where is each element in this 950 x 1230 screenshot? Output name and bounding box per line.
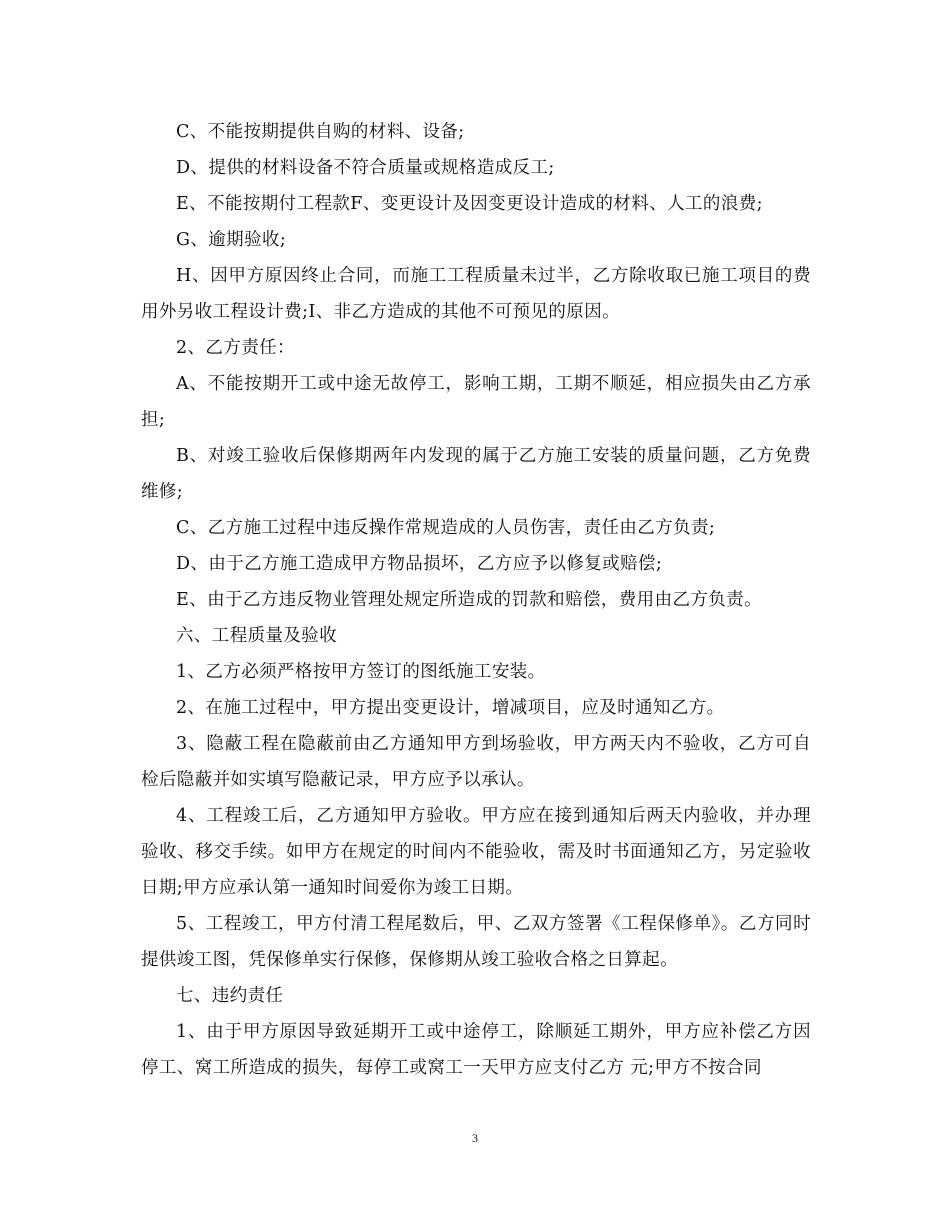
- paragraph: 1、乙方必须严格按甲方签订的图纸施工安装。: [176, 662, 546, 682]
- paragraph: H、因甲方原因终止合同，而施工工程质量未过半，乙方除收取已施工项目的费用外另收工程设计费;I、非乙方造成的其他不可预见的原因。: [141, 266, 811, 322]
- paragraph: 5、工程竣工，甲方付清工程尾数后，甲、乙双方签署《工程保修单》。乙方同时提供竣工图，凭保修单实行保修，保修期从竣工验收合格之日算起。: [141, 914, 811, 970]
- paragraph: D、由于乙方施工造成甲方物品损坏，乙方应予以修复或赔偿;: [176, 554, 663, 574]
- paragraph: C、不能按期提供自购的材料、设备;: [176, 122, 465, 142]
- paragraph: G、逾期验收;: [176, 230, 287, 250]
- paragraph: E、由于乙方违反物业管理处规定所造成的罚款和赔偿，费用由乙方负责。: [176, 590, 762, 610]
- paragraph: 4、工程竣工后，乙方通知甲方验收。甲方应在接到通知后两天内验收，并办理验收、移交手续。如甲方在规定的时间内不能验收，需及时书面通知乙方，另定验收日期;甲方应承认第一通知时间爱你为竣工日期。: [141, 806, 811, 898]
- paragraph: E、不能按期付工程款F、变更设计及因变更设计造成的材料、人工的浪费;: [176, 194, 763, 214]
- section-heading: 六、工程质量及验收: [176, 626, 338, 646]
- paragraph: 2、在施工过程中，甲方提出变更设计，增减项目，应及时通知乙方。: [176, 698, 725, 718]
- paragraph: 1、由于甲方原因导致延期开工或中途停工，除顺延工期外，甲方应补偿乙方因停工、窝工所造成的损失，每停工或窝工一天甲方应支付乙方 元;甲方不按合同: [141, 1022, 811, 1078]
- paragraph: D、提供的材料设备不符合质量或规格造成反工;: [176, 158, 555, 178]
- page-number: 3: [472, 1131, 478, 1145]
- paragraph: A、不能按期开工或中途无故停工，影响工期，工期不顺延，相应损失由乙方承担;: [141, 374, 811, 430]
- paragraph: B、对竣工验收后保修期两年内发现的属于乙方施工安装的质量问题，乙方免费维修;: [141, 446, 811, 502]
- paragraph: C、乙方施工过程中违反操作常规造成的人员伤害，责任由乙方负责;: [176, 518, 716, 538]
- paragraph: 3、隐蔽工程在隐蔽前由乙方通知甲方到场验收，甲方两天内不验收，乙方可自检后隐蔽并如实填写隐蔽记录，甲方应予以承认。: [141, 734, 811, 790]
- document-body: [141, 114, 811, 1086]
- section-subheading: 2、乙方责任：: [176, 338, 295, 358]
- section-heading: 七、违约责任: [176, 986, 284, 1006]
